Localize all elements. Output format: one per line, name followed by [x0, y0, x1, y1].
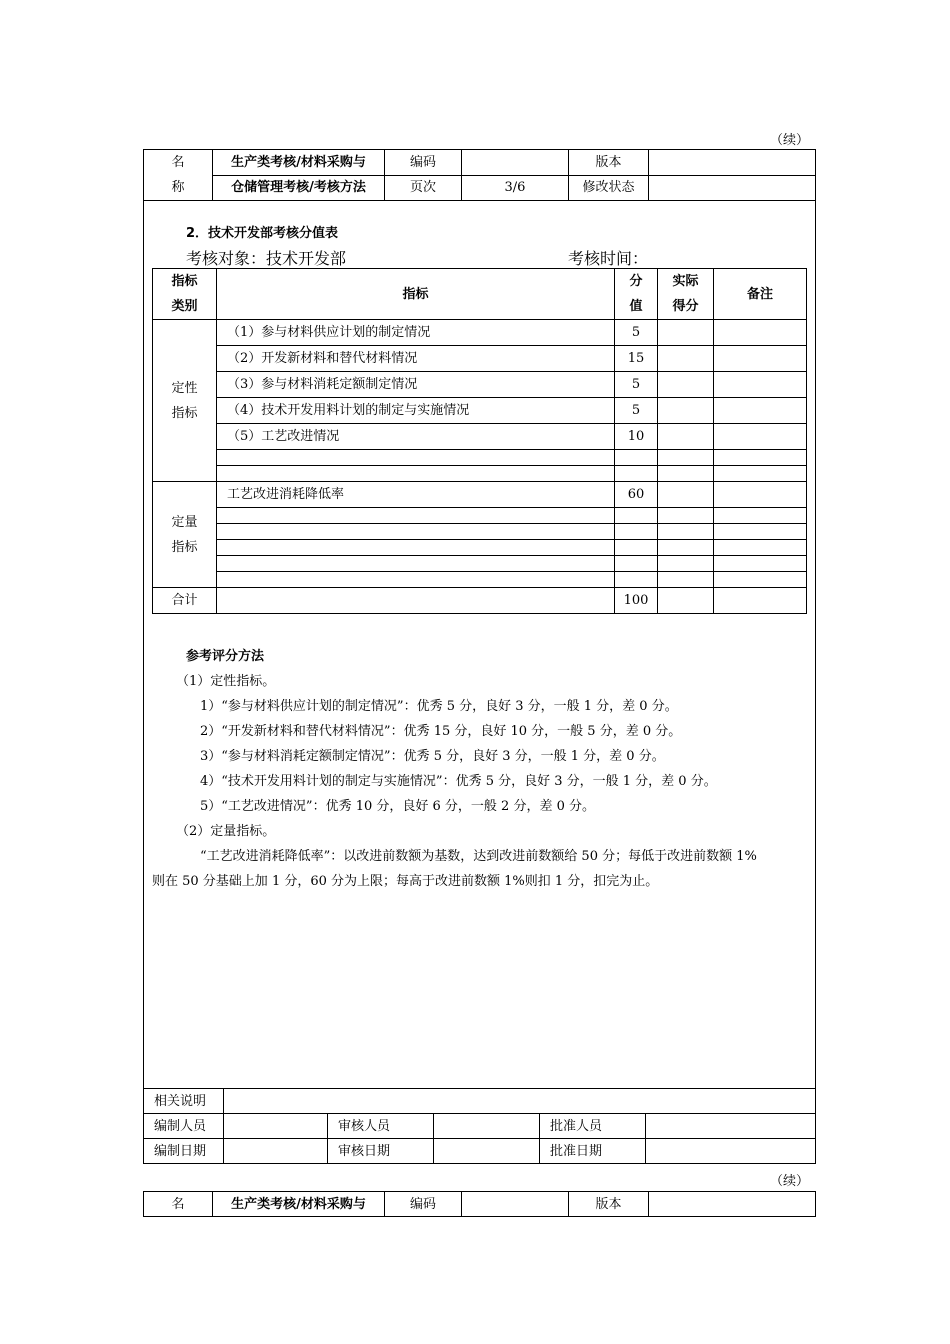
qual-note-3[interactable]	[714, 372, 807, 398]
quant-empty-score-6	[615, 572, 658, 588]
qual-score-1: 5	[615, 320, 658, 346]
reviewer-label: 审核人员	[328, 1114, 434, 1139]
col-actual-header: 实际 得分	[658, 269, 714, 320]
qual-note-5[interactable]	[714, 424, 807, 450]
qual-score-3: 5	[615, 372, 658, 398]
page-label: 页次	[385, 175, 462, 201]
edit-date-label: 编制日期	[144, 1139, 224, 1164]
total-label: 合计	[153, 588, 217, 614]
qual-score-5: 10	[615, 424, 658, 450]
col-category-header: 指标 类别	[153, 269, 217, 320]
revision-label: 修改状态	[569, 175, 649, 201]
document-footer-table	[143, 1088, 816, 1164]
quant-score-1: 60	[615, 482, 658, 508]
quant-empty-indicator-5	[217, 556, 615, 572]
next-name-label: 名	[144, 1192, 213, 1217]
name-label-cell	[144, 150, 213, 201]
next-name-value: 生产类考核/材料采购与	[213, 1192, 385, 1217]
col-indicator-header: 指标	[217, 269, 615, 320]
quant-empty-actual-2[interactable]	[658, 508, 714, 524]
quant-empty-indicator-2	[217, 508, 615, 524]
quant-empty-indicator-3	[217, 524, 615, 540]
revision-value	[649, 175, 816, 201]
quant-empty-indicator-6	[217, 572, 615, 588]
method-title: 参考评分方法	[186, 649, 265, 664]
qual-item-3: 3）“参与材料消耗定额制定情况”：优秀 5 分，良好 3 分，一般 1 分，差 0 分。	[200, 749, 665, 764]
quant-desc-line1: “工艺改进消耗降低率”：以改进前数额为基数，达到改进前数额给 50 分；每低于改进前数额 1%	[200, 849, 757, 864]
quant-empty-note-4[interactable]	[714, 540, 807, 556]
qual-empty-actual-6[interactable]	[658, 450, 714, 466]
reviewer-value[interactable]	[434, 1114, 540, 1139]
name-value-line1: 生产类考核/材料采购与	[213, 150, 385, 176]
qual-actual-4[interactable]	[658, 398, 714, 424]
name-label: 名	[171, 155, 185, 170]
next-code-value	[462, 1192, 569, 1217]
qual-item-5: 5）“工艺改进情况”：优秀 10 分，良好 6 分，一般 2 分，差 0 分。	[200, 799, 595, 814]
notes-label: 相关说明	[144, 1089, 224, 1114]
approve-date-label: 批准日期	[540, 1139, 646, 1164]
qual-empty-note-7[interactable]	[714, 466, 807, 482]
approver-value[interactable]	[646, 1114, 816, 1139]
total-indicator-empty	[217, 588, 615, 614]
editor-label: 编制人员	[144, 1114, 224, 1139]
qual-item-2: 2）“开发新材料和替代材料情况”：优秀 15 分，良好 10 分，一般 5 分，差 0 分。	[200, 724, 682, 739]
qual-actual-3[interactable]	[658, 372, 714, 398]
qual-indicator-3: （3）参与材料消耗定额制定情况	[217, 372, 615, 398]
quant-empty-score-5	[615, 556, 658, 572]
section-title: 2．技术开发部考核分值表	[186, 226, 339, 241]
qual-empty-indicator-6	[217, 450, 615, 466]
qual-indicator-4: （4）技术开发用料计划的制定与实施情况	[217, 398, 615, 424]
total-actual[interactable]	[658, 588, 714, 614]
qual-item-1: 1）“参与材料供应计划的制定情况”：优秀 5 分，良好 3 分，一般 1 分，差 0 分。	[200, 699, 678, 714]
quant-empty-actual-5[interactable]	[658, 556, 714, 572]
quant-empty-note-5[interactable]	[714, 556, 807, 572]
quant-heading: （2）定量指标。	[176, 824, 276, 839]
document-header-table	[143, 149, 816, 201]
qual-score-4: 5	[615, 398, 658, 424]
continued-mark: （续）	[770, 133, 810, 148]
next-code-label: 编码	[385, 1192, 462, 1217]
review-date-value[interactable]	[434, 1139, 540, 1164]
approve-date-value[interactable]	[646, 1139, 816, 1164]
qual-actual-5[interactable]	[658, 424, 714, 450]
assessment-target: 考核对象：技术开发部	[186, 249, 347, 268]
code-label: 编码	[385, 150, 462, 176]
total-score: 100	[615, 588, 658, 614]
continued-mark-next: （续）	[770, 1174, 810, 1189]
qualitative-category: 定性 指标	[153, 320, 217, 482]
score-table	[152, 268, 807, 614]
qual-actual-1[interactable]	[658, 320, 714, 346]
quant-empty-score-4	[615, 540, 658, 556]
quant-empty-actual-4[interactable]	[658, 540, 714, 556]
name-value-line2: 仓储管理考核/考核方法	[213, 175, 385, 201]
name-label-2: 称	[171, 180, 185, 195]
qual-note-1[interactable]	[714, 320, 807, 346]
quant-empty-note-6[interactable]	[714, 572, 807, 588]
quant-empty-note-2[interactable]	[714, 508, 807, 524]
code-value	[462, 150, 569, 176]
next-header-table	[143, 1191, 816, 1217]
quant-empty-score-2	[615, 508, 658, 524]
review-date-label: 审核日期	[328, 1139, 434, 1164]
edit-date-value[interactable]	[224, 1139, 328, 1164]
qual-indicator-5: （5）工艺改进情况	[217, 424, 615, 450]
quant-note-1[interactable]	[714, 482, 807, 508]
quant-desc-line2: 则在 50 分基础上加 1 分，60 分为上限；每高于改进前数额 1%则扣 1 分，扣完为止。	[152, 874, 659, 889]
col-score-header: 分 值	[615, 269, 658, 320]
col-note-header: 备注	[714, 269, 807, 320]
qual-indicator-2: （2）开发新材料和替代材料情况	[217, 346, 615, 372]
assessment-time: 考核时间：	[568, 249, 649, 268]
qual-score-2: 15	[615, 346, 658, 372]
qual-note-4[interactable]	[714, 398, 807, 424]
qual-indicator-1: （1）参与材料供应计划的制定情况	[217, 320, 615, 346]
quantitative-category: 定量 指标	[153, 482, 217, 588]
quant-actual-1[interactable]	[658, 482, 714, 508]
qual-empty-note-6[interactable]	[714, 450, 807, 466]
version-label: 版本	[569, 150, 649, 176]
editor-value[interactable]	[224, 1114, 328, 1139]
total-note[interactable]	[714, 588, 807, 614]
quant-empty-indicator-4	[217, 540, 615, 556]
qual-empty-score-7	[615, 466, 658, 482]
quant-empty-score-3	[615, 524, 658, 540]
next-version-value	[649, 1192, 816, 1217]
qual-empty-indicator-7	[217, 466, 615, 482]
qual-empty-actual-7[interactable]	[658, 466, 714, 482]
page-value: 3/6	[462, 175, 569, 201]
quant-indicator-1: 工艺改进消耗降低率	[217, 482, 615, 508]
quant-empty-note-3[interactable]	[714, 524, 807, 540]
qual-item-4: 4）“技术开发用料计划的制定与实施情况”：优秀 5 分，良好 3 分，一般 1 分，差 0 分。	[200, 774, 717, 789]
qual-heading: （1）定性指标。	[176, 674, 276, 689]
qual-note-2[interactable]	[714, 346, 807, 372]
version-value	[649, 150, 816, 176]
quant-empty-actual-6[interactable]	[658, 572, 714, 588]
next-version-label: 版本	[569, 1192, 649, 1217]
notes-value[interactable]	[224, 1089, 816, 1114]
qual-empty-score-6	[615, 450, 658, 466]
qual-actual-2[interactable]	[658, 346, 714, 372]
quant-empty-actual-3[interactable]	[658, 524, 714, 540]
approver-label: 批准人员	[540, 1114, 646, 1139]
